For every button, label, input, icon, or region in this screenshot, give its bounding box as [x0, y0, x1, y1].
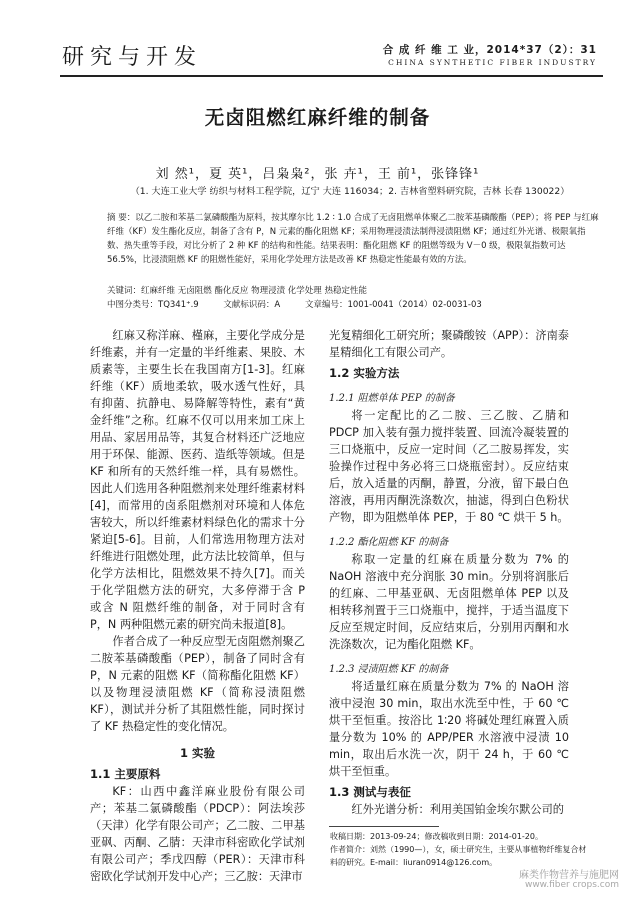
footnote-author: 作者简介：刘然（1990—），女，硕士研究生，主要从事植物纤维复合材料的研究。E-mail：liuran0914@126.com。 [330, 845, 587, 867]
section-heading-methods: 1.2 实验方法 [329, 366, 400, 380]
testing-paragraph: 红外光谱分析：利用美国铂金埃尔默公司的 [351, 803, 564, 816]
materials-paragraph: KF：山西中鑫洋麻业股份有限公司产；苯基二氯磷酸酯（PDCP）：阿法埃莎（天津）化学有限公司产；乙二胺、二甲基亚砜、丙酮、乙腈：天津市科密欧化学试剂有限公司产；季戊四醇（PER）：天津市科密欧化学试剂开发中心产；三乙胺：天津市 [90, 785, 305, 883]
footnote-received: 收稿日期：2013-09-24；修改稿收到日期：2014-01-20。 [330, 832, 543, 841]
body-column-left [90, 327, 305, 885]
esterified-kf-paragraph: 称取一定量的红麻在质量分数为 7% 的 NaOH 溶液中充分润胀 30 min。分别将润胀后的红麻、二甲基亚砜、无卤阻燃单体 PEP 以及相转移剂置于三口烧瓶中，搅拌，于适当温度下反应至规定时间，反应结束后，分别用丙酮和水洗涤数次，记为酯化阻燃 KF。 [329, 553, 569, 651]
intro-paragraph-2: 作者合成了一种反应型无卤阻燃剂聚乙二胺苯基磷酸酯（PEP），制备了同时含有 P，N 元素的阻燃 KF（简称酯化阻燃 KF）以及物理浸渍阻燃 KF（简称浸渍阻燃 KF），测试并分析了其阻燃性能，同时探讨了 KF 热稳定性的变化情况。 [90, 635, 305, 733]
author-affiliation: （1. 大连工业大学 纺织与材料工程学院，辽宁 大连 116034；2. 吉林省塑料研究院，吉林 长春 130022） [130, 186, 570, 197]
section-label: 研究与开发 [62, 45, 203, 70]
header-divider [60, 75, 603, 77]
subsection-heading-esterified-kf: 1.2.2 酯化阻燃 KF 的制备 [329, 537, 449, 548]
clc-number: 中图分类号：TQ341⁺.9 [107, 300, 199, 310]
impregnated-kf-paragraph: 将适量红麻在质量分数为 7% 的 NaOH 溶液中浸泡 30 min，取出水洗至中性，于 60 ℃ 烘干至恒重。按浴比 1∶20 将碱处理红麻置入质量分数为 10% 的 APP/PER 水溶液中浸渍 10 min，取出后水洗一次，阴干 24 h，于 60 ℃ 烘干至恒重。 [329, 680, 569, 778]
subsection-heading-pep: 1.2.1 阻燃单体 PEP 的制备 [329, 393, 455, 404]
section-heading-testing: 1.3 测试与表征 [329, 785, 411, 799]
footnote-divider [329, 826, 439, 827]
materials-paragraph-cont: 光复精细化工研究所；聚磷酸铵（APP）：济南泰星精细化工有限公司产。 [329, 329, 569, 359]
watermark-url: www.fiber crops.com [524, 880, 619, 890]
article-number: 文章编号：1001-0041（2014）02-0031-03 [304, 300, 482, 310]
article-meta [107, 298, 607, 312]
journal-name-en: CHINA SYNTHETIC FIBER INDUSTRY [388, 58, 597, 67]
subsection-heading-impregnated-kf: 1.2.3 浸渍阻燃 KF 的制备 [329, 664, 449, 675]
watermark-site-name: 麻类作物营养与施肥网 [519, 870, 619, 881]
keywords: 关键词：红麻纤维 无卤阻燃 酯化反应 物理浸渍 化学处理 热稳定性能 [107, 286, 368, 296]
abstract: 摘 要：以乙二胺和苯基二氯磷酸酯为原料，按其摩尔比 1.2 ∶ 1.0 合成了无卤阻燃单体聚乙二胺苯基磷酸酯（PEP）；将 PEP 与红麻纤维（KF）发生酯化反应，制备了含有 P，N 元素的酯化阻燃 KF；采用物理浸渍法制得浸渍阻燃 KF；通过红外光谱、极限氧指数、热失重等手段，对比分析了 2 种 KF 的结构和性能。结果表明：酯化阻燃 KF 的阻燃等级为 V－0 级，极限氧指数可达 56.5%，比浸渍阻燃 KF 的阻燃性能好，采用化学处理方法是改善 KF 热稳定性能最有效的方法。 [107, 213, 599, 265]
journal-name-cn: 合 成 纤 维 工 业，2014*37（2）：31 [382, 44, 597, 56]
section-heading-materials: 1.1 主要原料 [90, 767, 161, 781]
pep-paragraph: 将一定配比的乙二胺、三乙胺、乙腈和 PDCP 加入装有强力搅拌装置、回流冷凝装置的三口烧瓶中，反应一定时间（乙二胺易挥发，实验操作过程中务必将三口烧瓶密封）。反应结束后，放入适量的丙酮，静置，分液，留下最白色溶液，再用丙酮洗涤数次，抽滤，得到白色粉状产物，即为阻燃单体 PEP，于 80 ℃ 烘干 5 h。 [329, 409, 569, 524]
article-authors: 刘 然¹，夏 英¹，吕枭枭²，张 卉¹，王 前¹，张锋锋¹ [155, 167, 480, 182]
article-title: 无卤阻燃红麻纤维的制备 [204, 106, 431, 129]
document-code: 文献标识码：A [223, 300, 281, 310]
footnote [330, 830, 590, 869]
section-heading-experiment: 1 实验 [179, 746, 215, 760]
intro-paragraph-1: 红麻又称洋麻、槿麻，主要化学成分是纤维素，并有一定量的半纤维素、果胶、木质素等，主要生长在我国南方[1-3]。红麻纤维（KF）质地柔软，吸水透气性好，具有抑菌、抗静电、易降解等特性，素有“黄金纤维”之称。红麻不仅可以用来加工床上用品、家居用品等，其复合材料还广泛地应用于环保、能源、医药、造纸等领域。但是 KF 和所有的天然纤维一样，具有易燃性。因此人们选用各种阻燃剂来处理纤维素材料[4]，而常用的卤系阻燃剂对环境和人体危害较大，所以纤维素材料绿色化的需求十分紧迫[5-6]。目前，人们常选用物理方法对纤维进行阻燃处理，此方法比较简单，但与化学方法相比，阻燃效果不持久[7]。而关于化学阻燃方法的研究，大多停滞于含 P 或含 N 阻燃纤维的制备，对于同时含有 P，N 两种阻燃元素的研究尚未报道[8]。 [90, 329, 305, 631]
body-column-right [329, 327, 569, 818]
